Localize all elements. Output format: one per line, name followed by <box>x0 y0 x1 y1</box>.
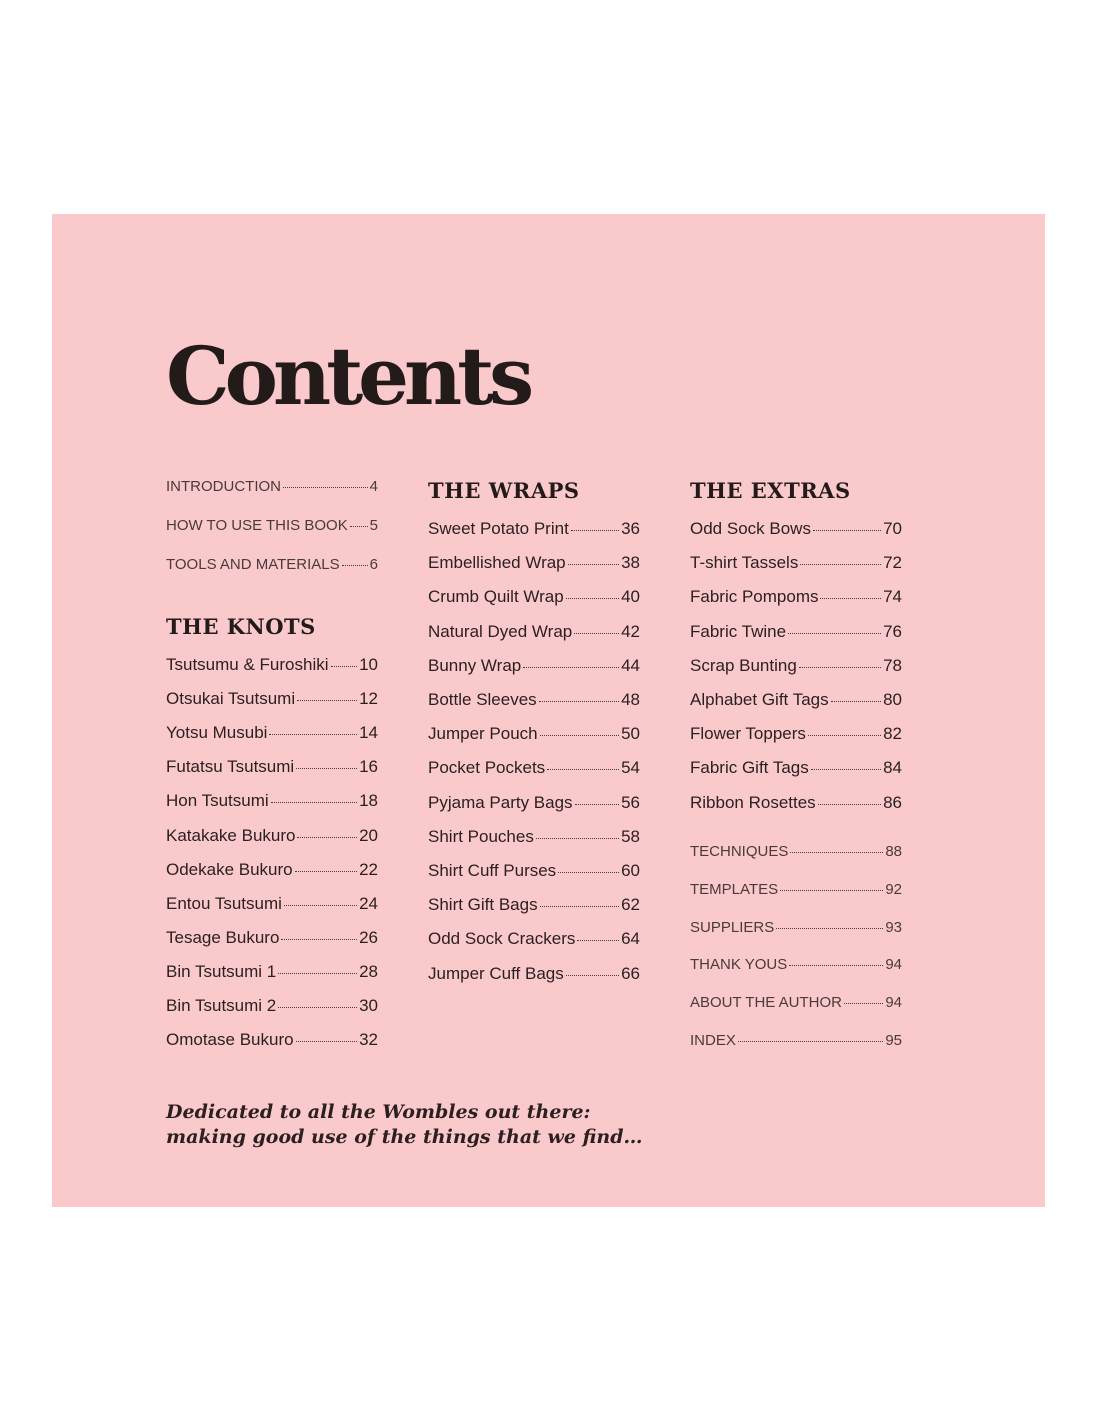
toc-entry-label: Natural Dyed Wrap <box>428 621 573 641</box>
toc-entry[interactable] <box>690 1031 902 1051</box>
toc-entry-label: Scrap Bunting <box>690 655 797 675</box>
toc-entry-page: 12 <box>359 689 378 709</box>
toc-entry-label: Tsutsumu & Furoshiki <box>166 655 329 674</box>
dot-leader <box>331 665 358 667</box>
toc-entry[interactable] <box>166 894 378 914</box>
toc-entry-label: ABOUT THE AUTHOR <box>690 994 842 1012</box>
toc-entry-label: Sweet Potato Print <box>428 519 569 538</box>
toc-entry-label: Fabric Pompoms <box>690 587 819 607</box>
toc-entry-page: 50 <box>621 724 640 744</box>
toc-entry[interactable] <box>166 516 378 536</box>
dedication-line-2: making good use of the things that we find… <box>166 1126 643 1148</box>
toc-entry[interactable] <box>166 723 378 743</box>
toc-entry-label: Fabric Gift Tags <box>690 758 809 778</box>
toc-entry[interactable] <box>428 895 640 915</box>
toc-entry[interactable] <box>428 827 640 847</box>
toc-entry[interactable] <box>166 689 378 709</box>
toc-entry[interactable] <box>690 690 902 710</box>
toc-entry-label: Katakake Bukuro <box>166 825 296 845</box>
toc-entry-page: 56 <box>621 792 640 812</box>
toc-entry-label: Pyjama Party Bags <box>428 792 573 812</box>
toc-entry-page: 16 <box>359 757 378 777</box>
toc-entry-page: 66 <box>621 963 640 983</box>
toc-entry-label: Shirt Gift Bags <box>428 895 538 915</box>
toc-entry-page: 22 <box>359 859 378 879</box>
toc-entry[interactable] <box>166 655 378 675</box>
toc-entry-page: 82 <box>883 724 902 744</box>
toc-entry-page: 28 <box>359 961 378 981</box>
toc-entry-label: Futatsu Tsutsumi <box>166 757 295 777</box>
toc-entry[interactable] <box>690 880 902 900</box>
page-title: Contents <box>166 329 530 423</box>
toc-entry-page: 14 <box>359 723 378 743</box>
toc-entry-label: THANK YOUS <box>690 956 788 974</box>
toc-entry[interactable] <box>690 758 902 778</box>
dot-leader <box>540 905 619 907</box>
toc-entry[interactable] <box>428 758 640 778</box>
toc-entry-page: 62 <box>621 895 640 915</box>
toc-entry-label: Yotsu Musubi <box>166 723 268 743</box>
toc-entry[interactable] <box>690 553 902 573</box>
toc-entry-label: Odd Sock Bows <box>690 519 811 538</box>
dot-leader <box>575 803 620 805</box>
toc-entry-page: 18 <box>359 791 378 811</box>
toc-entry[interactable] <box>690 993 902 1013</box>
toc-entry-page: 26 <box>359 927 378 947</box>
dot-leader <box>800 563 881 565</box>
toc-entry[interactable] <box>428 622 640 642</box>
dedication <box>166 1100 643 1150</box>
toc-entry-page: 32 <box>359 1030 378 1050</box>
dot-leader <box>776 927 883 929</box>
section-heading-wraps: THE WRAPS <box>428 478 580 503</box>
dot-leader <box>811 768 881 770</box>
dot-leader <box>844 1002 883 1004</box>
toc-entry[interactable] <box>166 860 378 880</box>
dot-leader <box>342 564 368 566</box>
toc-entry-page: 72 <box>883 553 902 573</box>
toc-entry-label: Bin Tsutsumi 2 <box>166 996 277 1015</box>
dot-leader <box>813 529 881 531</box>
dot-leader <box>281 938 357 940</box>
toc-entry[interactable] <box>690 842 902 862</box>
toc-entry-label: Flower Toppers <box>690 724 806 744</box>
toc-entry-page: 93 <box>885 918 902 936</box>
toc-entry[interactable] <box>690 793 902 813</box>
dot-leader <box>297 699 357 701</box>
toc-entry-label: Otsukai Tsutsumi <box>166 689 296 709</box>
toc-entry-label: Ribbon Rosettes <box>690 792 816 812</box>
toc-entry-label: Pocket Pockets <box>428 758 546 778</box>
toc-entry-page: 30 <box>359 996 378 1015</box>
dot-leader <box>547 768 619 770</box>
toc-entry-page: 10 <box>359 655 378 674</box>
toc-entry-label: INTRODUCTION <box>166 478 281 495</box>
toc-entry-page: 94 <box>885 956 902 974</box>
dot-leader <box>568 563 619 565</box>
dot-leader <box>271 801 357 803</box>
toc-entry-page: 54 <box>621 758 640 778</box>
toc-entry-label: TEMPLATES <box>690 880 779 898</box>
dot-leader <box>540 734 619 736</box>
toc-entry-label: Shirt Pouches <box>428 826 534 846</box>
toc-entry-page: 6 <box>369 556 378 573</box>
toc-entry-label: Jumper Cuff Bags <box>428 963 564 983</box>
dot-leader <box>278 1006 357 1008</box>
toc-entry-page: 70 <box>883 519 902 538</box>
toc-entry[interactable] <box>690 656 902 676</box>
dot-leader <box>278 972 357 974</box>
toc-entry-page: 60 <box>621 861 640 880</box>
toc-entry-page: 84 <box>883 758 902 778</box>
toc-entry-page: 5 <box>369 517 378 534</box>
toc-entry-label: INDEX <box>690 1032 736 1049</box>
dot-leader <box>296 1040 358 1042</box>
dedication-line-1: Dedicated to all the Wombles out there: <box>166 1101 591 1123</box>
dot-leader <box>566 974 619 976</box>
toc-entry-label: T-shirt Tassels <box>690 553 799 573</box>
toc-entry-label: Tesage Bukuro <box>166 927 280 947</box>
toc-entry-label: Bin Tsutsumi 1 <box>166 961 277 981</box>
toc-entry[interactable] <box>428 587 640 607</box>
toc-entry-label: SUPPLIERS <box>690 918 775 936</box>
toc-entry-page: 86 <box>883 792 902 812</box>
dot-leader <box>799 666 881 668</box>
toc-entry-label: Bunny Wrap <box>428 655 522 675</box>
dot-leader <box>574 632 619 634</box>
dot-leader <box>558 871 619 873</box>
dot-leader <box>831 700 881 702</box>
toc-entry-label: Crumb Quilt Wrap <box>428 587 564 607</box>
dot-leader <box>539 700 619 702</box>
dot-leader <box>808 734 881 736</box>
toc-entry-page: 92 <box>885 880 902 898</box>
toc-entry[interactable] <box>166 996 378 1016</box>
toc-entry-page: 74 <box>883 587 902 607</box>
toc-entry[interactable] <box>428 519 640 539</box>
dot-leader <box>738 1040 883 1042</box>
dot-leader <box>790 851 883 853</box>
toc-entry-page: 42 <box>621 621 640 641</box>
dot-leader <box>296 767 357 769</box>
toc-entry-page: 78 <box>883 655 902 675</box>
toc-entry-page: 44 <box>621 655 640 675</box>
toc-entry[interactable] <box>166 826 378 846</box>
toc-entry-label: Hon Tsutsumi <box>166 791 269 811</box>
dot-leader <box>820 597 881 599</box>
toc-entry-label: Omotase Bukuro <box>166 1030 294 1050</box>
toc-entry-label: Odd Sock Crackers <box>428 929 576 949</box>
toc-entry[interactable] <box>428 793 640 813</box>
toc-entry-page: 58 <box>621 826 640 846</box>
section-heading-knots: THE KNOTS <box>166 614 316 639</box>
toc-entry-page: 94 <box>885 994 902 1012</box>
toc-entry[interactable] <box>690 587 902 607</box>
toc-entry-page: 76 <box>883 621 902 641</box>
dot-leader <box>269 733 357 735</box>
toc-entry-label: Shirt Cuff Purses <box>428 861 557 880</box>
toc-entry[interactable] <box>166 962 378 982</box>
dot-leader <box>780 889 883 891</box>
toc-entry-label: HOW TO USE THIS BOOK <box>166 517 348 534</box>
dot-leader <box>818 803 881 805</box>
toc-entry[interactable] <box>166 555 378 575</box>
toc-entry-label: Embellished Wrap <box>428 553 566 573</box>
toc-entry[interactable] <box>428 656 640 676</box>
toc-entry-page: 80 <box>883 690 902 709</box>
dot-leader <box>283 486 368 488</box>
toc-entry-label: Alphabet Gift Tags <box>690 690 829 709</box>
dot-leader <box>788 632 881 634</box>
toc-entry[interactable] <box>690 918 902 938</box>
toc-entry-page: 64 <box>621 929 640 949</box>
dot-leader <box>536 837 619 839</box>
toc-entry[interactable] <box>690 955 902 975</box>
toc-entry[interactable] <box>166 477 378 497</box>
dot-leader <box>295 870 357 872</box>
toc-entry-page: 95 <box>885 1032 902 1049</box>
dot-leader <box>571 529 619 531</box>
toc-entry[interactable] <box>428 964 640 984</box>
toc-entry-page: 48 <box>621 690 640 709</box>
toc-entry-page: 38 <box>621 553 640 573</box>
toc-entry-label: Entou Tsutsumi <box>166 893 282 913</box>
dot-leader <box>789 964 883 966</box>
toc-entry[interactable] <box>166 1030 378 1050</box>
toc-entry[interactable] <box>690 519 902 539</box>
toc-entry[interactable] <box>166 928 378 948</box>
toc-entry-label: Fabric Twine <box>690 621 787 641</box>
toc-entry-page: 24 <box>359 893 378 913</box>
dot-leader <box>350 525 368 527</box>
toc-entry[interactable] <box>428 929 640 949</box>
toc-entry[interactable] <box>428 724 640 744</box>
toc-entry-page: 88 <box>885 843 902 860</box>
toc-entry-page: 4 <box>369 478 378 495</box>
toc-entry-label: Bottle Sleeves <box>428 690 537 709</box>
toc-entry-page: 40 <box>621 587 640 607</box>
toc-entry[interactable] <box>428 553 640 573</box>
toc-entry[interactable] <box>166 791 378 811</box>
toc-entry[interactable] <box>690 724 902 744</box>
section-heading-extras: THE EXTRAS <box>690 478 851 503</box>
toc-entry-label: Odekake Bukuro <box>166 859 293 879</box>
dot-leader <box>566 597 619 599</box>
toc-entry-label: TECHNIQUES <box>690 843 789 860</box>
toc-entry[interactable] <box>428 690 640 710</box>
toc-entry[interactable] <box>428 861 640 881</box>
dot-leader <box>297 836 357 838</box>
dot-leader <box>523 666 619 668</box>
toc-entry-label: TOOLS AND MATERIALS <box>166 556 340 573</box>
contents-panel <box>52 214 1045 1207</box>
toc-entry[interactable] <box>166 757 378 777</box>
toc-entry-label: Jumper Pouch <box>428 724 538 744</box>
toc-entry[interactable] <box>690 622 902 642</box>
toc-entry-page: 20 <box>359 825 378 845</box>
toc-entry-page: 36 <box>621 519 640 538</box>
dot-leader <box>284 904 357 906</box>
dot-leader <box>577 939 619 941</box>
